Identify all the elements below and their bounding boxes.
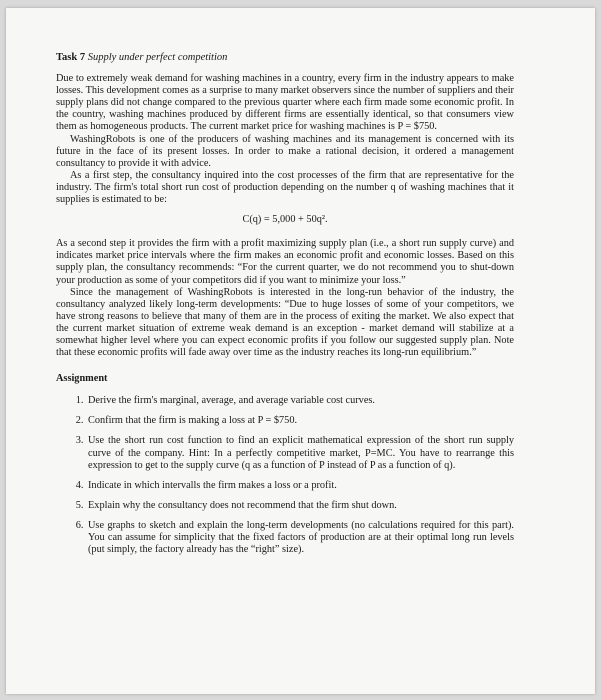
paragraph-supply-plan: As a second step it provides the firm with a profit maximizing supply plan (i.e., a short run supply curve) and indicates market price intervals where the firm makes an economic profit and economic losses. Based on this supply plan, the consultancy recommends: “For the current quarter, we do not recommend you to shut-down your production as some of your competitors did if you want to minimize your loss.”	[56, 238, 514, 286]
document-page	[6, 8, 595, 694]
task-subtitle: Supply under perfect competition	[87, 52, 228, 63]
assignment-item: 4. Indicate in which intervalls the firm makes a loss or a profit.	[86, 480, 514, 492]
assignment-item: 1. Derive the firm's marginal, average, and average variable cost curves.	[86, 395, 514, 407]
cost-equation: C(q) = 5,000 + 50q².	[242, 214, 328, 226]
document-content	[56, 52, 514, 564]
paragraph-intro: Due to extremely weak demand for washing machines in a country, every firm in the industry appears to make losses. This development comes as a surprise to many market observers since the number of suppliers and their supply plans did not change compared to the previous quarter where each firm made some economic profit. In the country, washing machines produced by different firms are essentially identical, so that consumers view them as homogeneous products. The current market price for washing machines is P = $750.	[56, 73, 514, 133]
paragraph-washingrobots: WashingRobots is one of the producers of washing machines and its management is concerned with its future in the face of its present losses. In order to make a rational decision, it ordered a management consultancy to provide it with advice.	[56, 133, 514, 169]
assignment-item: 5. Explain why the consultancy does not recommend that the firm shut down.	[86, 500, 514, 512]
paragraph-cost-process: As a first step, the consultancy inquired into the cost processes of the firm that are representative for the industry. The firm's total short run cost of production depending on the number q of washing machines that it supplies is estimated to be:	[56, 169, 514, 206]
assignment-item: 6. Use graphs to sketch and explain the long-term developments (no calculations required for this part). You can assume for simplicity that the fixed factors of production are at their optimal long run levels (put simply, the factory already has the “right” size).	[86, 520, 514, 556]
assignment-item: 3. Use the short run cost function to find an explicit mathematical expression of the short run supply curve of the company. Hint: In a perfectly competitive market, P=MC. You have to rearrange this expression to get to the supply curve (q as a function of P instead of P as a function of q).	[86, 435, 514, 471]
assignment-list	[56, 395, 514, 556]
paragraph-long-run: Since the management of WashingRobots is interested in the long-run behavior of the industry, the consultancy analyzed likely long-term developments: “Due to huge losses of some of your competitors, we have strong reasons to believe that many of them are in the process of exiting the market. We also expect that the current market situation of extreme weak demand is an exception - market demand will stabilize at a somewhat higher level where you can expect economic profits if you follow our suggested supply plan. Note that these economic profits will fade away over time as the industry reaches its long-run equilibrium.”	[56, 286, 514, 359]
assignment-heading: Assignment	[56, 373, 108, 385]
task-title	[56, 52, 514, 64]
assignment-item: 2. Confirm that the firm is making a loss at P = $750.	[86, 415, 514, 427]
task-label: Task 7	[56, 52, 86, 63]
